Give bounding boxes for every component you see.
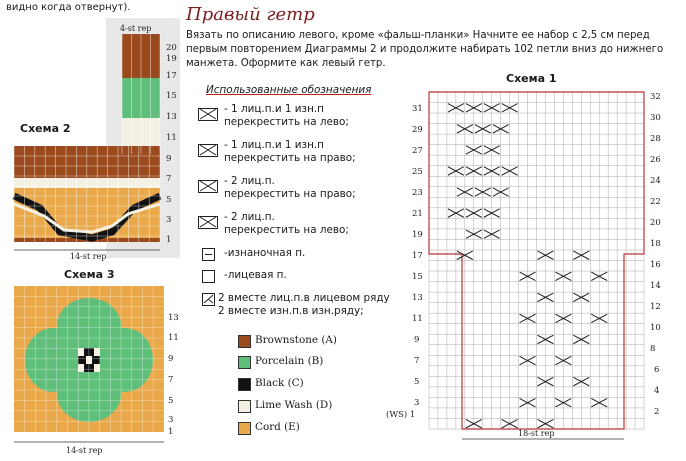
- intro-text: Вязать по описанию левого, кроме «фальш-планки» Начните ее набор с 2,5 см перед первым повторением Диаграммы 2 и продолжите набирать 102 петли вниз до нижнего манжета. Оформите как левый гетр.: [186, 30, 664, 69]
- color-swatch-black: [238, 378, 251, 391]
- color-label-porcelain: Porcelain (B): [255, 355, 324, 367]
- svg-text:8: 8: [650, 344, 656, 354]
- svg-text:4: 4: [654, 386, 660, 396]
- svg-text:32: 32: [650, 92, 661, 102]
- knit-stitch-icon: [202, 270, 215, 283]
- svg-text:13: 13: [412, 293, 423, 303]
- svg-text:25: 25: [412, 167, 423, 177]
- svg-text:17: 17: [412, 251, 423, 261]
- scheme1-chart: [384, 84, 684, 454]
- svg-text:13: 13: [166, 112, 177, 122]
- scheme1-label: Схема 1: [506, 72, 557, 85]
- scheme3-row-numbers: [168, 313, 179, 437]
- svg-text:13: 13: [168, 313, 179, 323]
- color-swatch-limewash: [238, 400, 251, 413]
- scheme1-rep: 18-st rep: [518, 429, 555, 438]
- svg-text:3: 3: [168, 415, 174, 425]
- color-label-black: Black (C): [255, 377, 304, 389]
- svg-text:1: 1: [168, 427, 174, 437]
- color-swatch-porcelain: [238, 356, 251, 369]
- svg-text:11: 11: [166, 133, 177, 143]
- svg-text:9: 9: [168, 354, 174, 364]
- color-swatch-cord: [238, 422, 251, 435]
- svg-text:5: 5: [168, 396, 174, 406]
- scheme2-top-rep: 4-st rep: [120, 24, 152, 33]
- svg-text:28: 28: [650, 134, 661, 144]
- svg-text:9: 9: [414, 335, 420, 345]
- svg-text:6: 6: [654, 365, 660, 375]
- scheme1-left-numbers: [386, 104, 423, 420]
- purl-stitch-icon: [202, 248, 215, 261]
- svg-text:7: 7: [168, 375, 174, 385]
- top-caption: видно когда отвернут).: [6, 2, 131, 13]
- svg-text:11: 11: [412, 314, 423, 324]
- svg-text:22: 22: [650, 197, 661, 207]
- scheme1-right-numbers: [650, 92, 661, 417]
- svg-text:14: 14: [650, 281, 661, 291]
- svg-text:3: 3: [166, 215, 172, 225]
- svg-text:20: 20: [650, 218, 661, 228]
- svg-text:21: 21: [412, 209, 423, 219]
- scheme2-chart: [0, 18, 180, 263]
- svg-text:2: 2: [654, 407, 660, 417]
- svg-text:1: 1: [166, 235, 172, 245]
- scheme3-chart: [0, 282, 182, 460]
- svg-text:19: 19: [412, 230, 423, 240]
- color-label-brownstone: Brownstone (A): [255, 334, 337, 346]
- svg-text:5: 5: [166, 195, 172, 205]
- svg-text:15: 15: [166, 91, 177, 101]
- svg-text:10: 10: [650, 323, 661, 333]
- svg-text:19: 19: [166, 54, 177, 64]
- scheme2-label: Схема 2: [20, 122, 71, 135]
- svg-text:7: 7: [166, 174, 172, 184]
- svg-text:15: 15: [412, 272, 423, 282]
- svg-text:5: 5: [414, 377, 420, 387]
- svg-text:(WS) 1: (WS) 1: [386, 410, 416, 420]
- svg-text:11: 11: [168, 333, 179, 343]
- page-title: Правый гетр: [186, 4, 315, 25]
- svg-text:24: 24: [650, 176, 661, 186]
- svg-text:12: 12: [650, 302, 661, 312]
- svg-text:23: 23: [412, 188, 423, 198]
- svg-text:29: 29: [412, 125, 423, 135]
- svg-text:3: 3: [414, 398, 420, 408]
- svg-text:31: 31: [412, 104, 423, 114]
- scheme3-label: Схема 3: [64, 268, 115, 281]
- svg-text:30: 30: [650, 113, 661, 123]
- color-label-limewash: Lime Wash (D): [255, 399, 333, 411]
- color-swatch-brownstone: [238, 335, 251, 348]
- svg-text:7: 7: [414, 356, 420, 366]
- scheme1-grid: [429, 92, 644, 429]
- svg-text:20: 20: [166, 43, 177, 53]
- svg-text:16: 16: [650, 260, 661, 270]
- k2tog-symbol: [202, 293, 215, 306]
- svg-text:18: 18: [650, 239, 661, 249]
- scheme2-rep: 14-st rep: [70, 252, 107, 261]
- svg-text:26: 26: [650, 155, 661, 165]
- svg-text:27: 27: [412, 146, 423, 156]
- legend-title: Использованные обозначения: [206, 84, 372, 96]
- legend-symbols: [198, 108, 218, 240]
- svg-text:9: 9: [166, 154, 172, 164]
- scheme3-rep: 14-st rep: [66, 446, 103, 455]
- svg-text:17: 17: [166, 71, 177, 81]
- color-label-cord: Cord (E): [255, 421, 300, 433]
